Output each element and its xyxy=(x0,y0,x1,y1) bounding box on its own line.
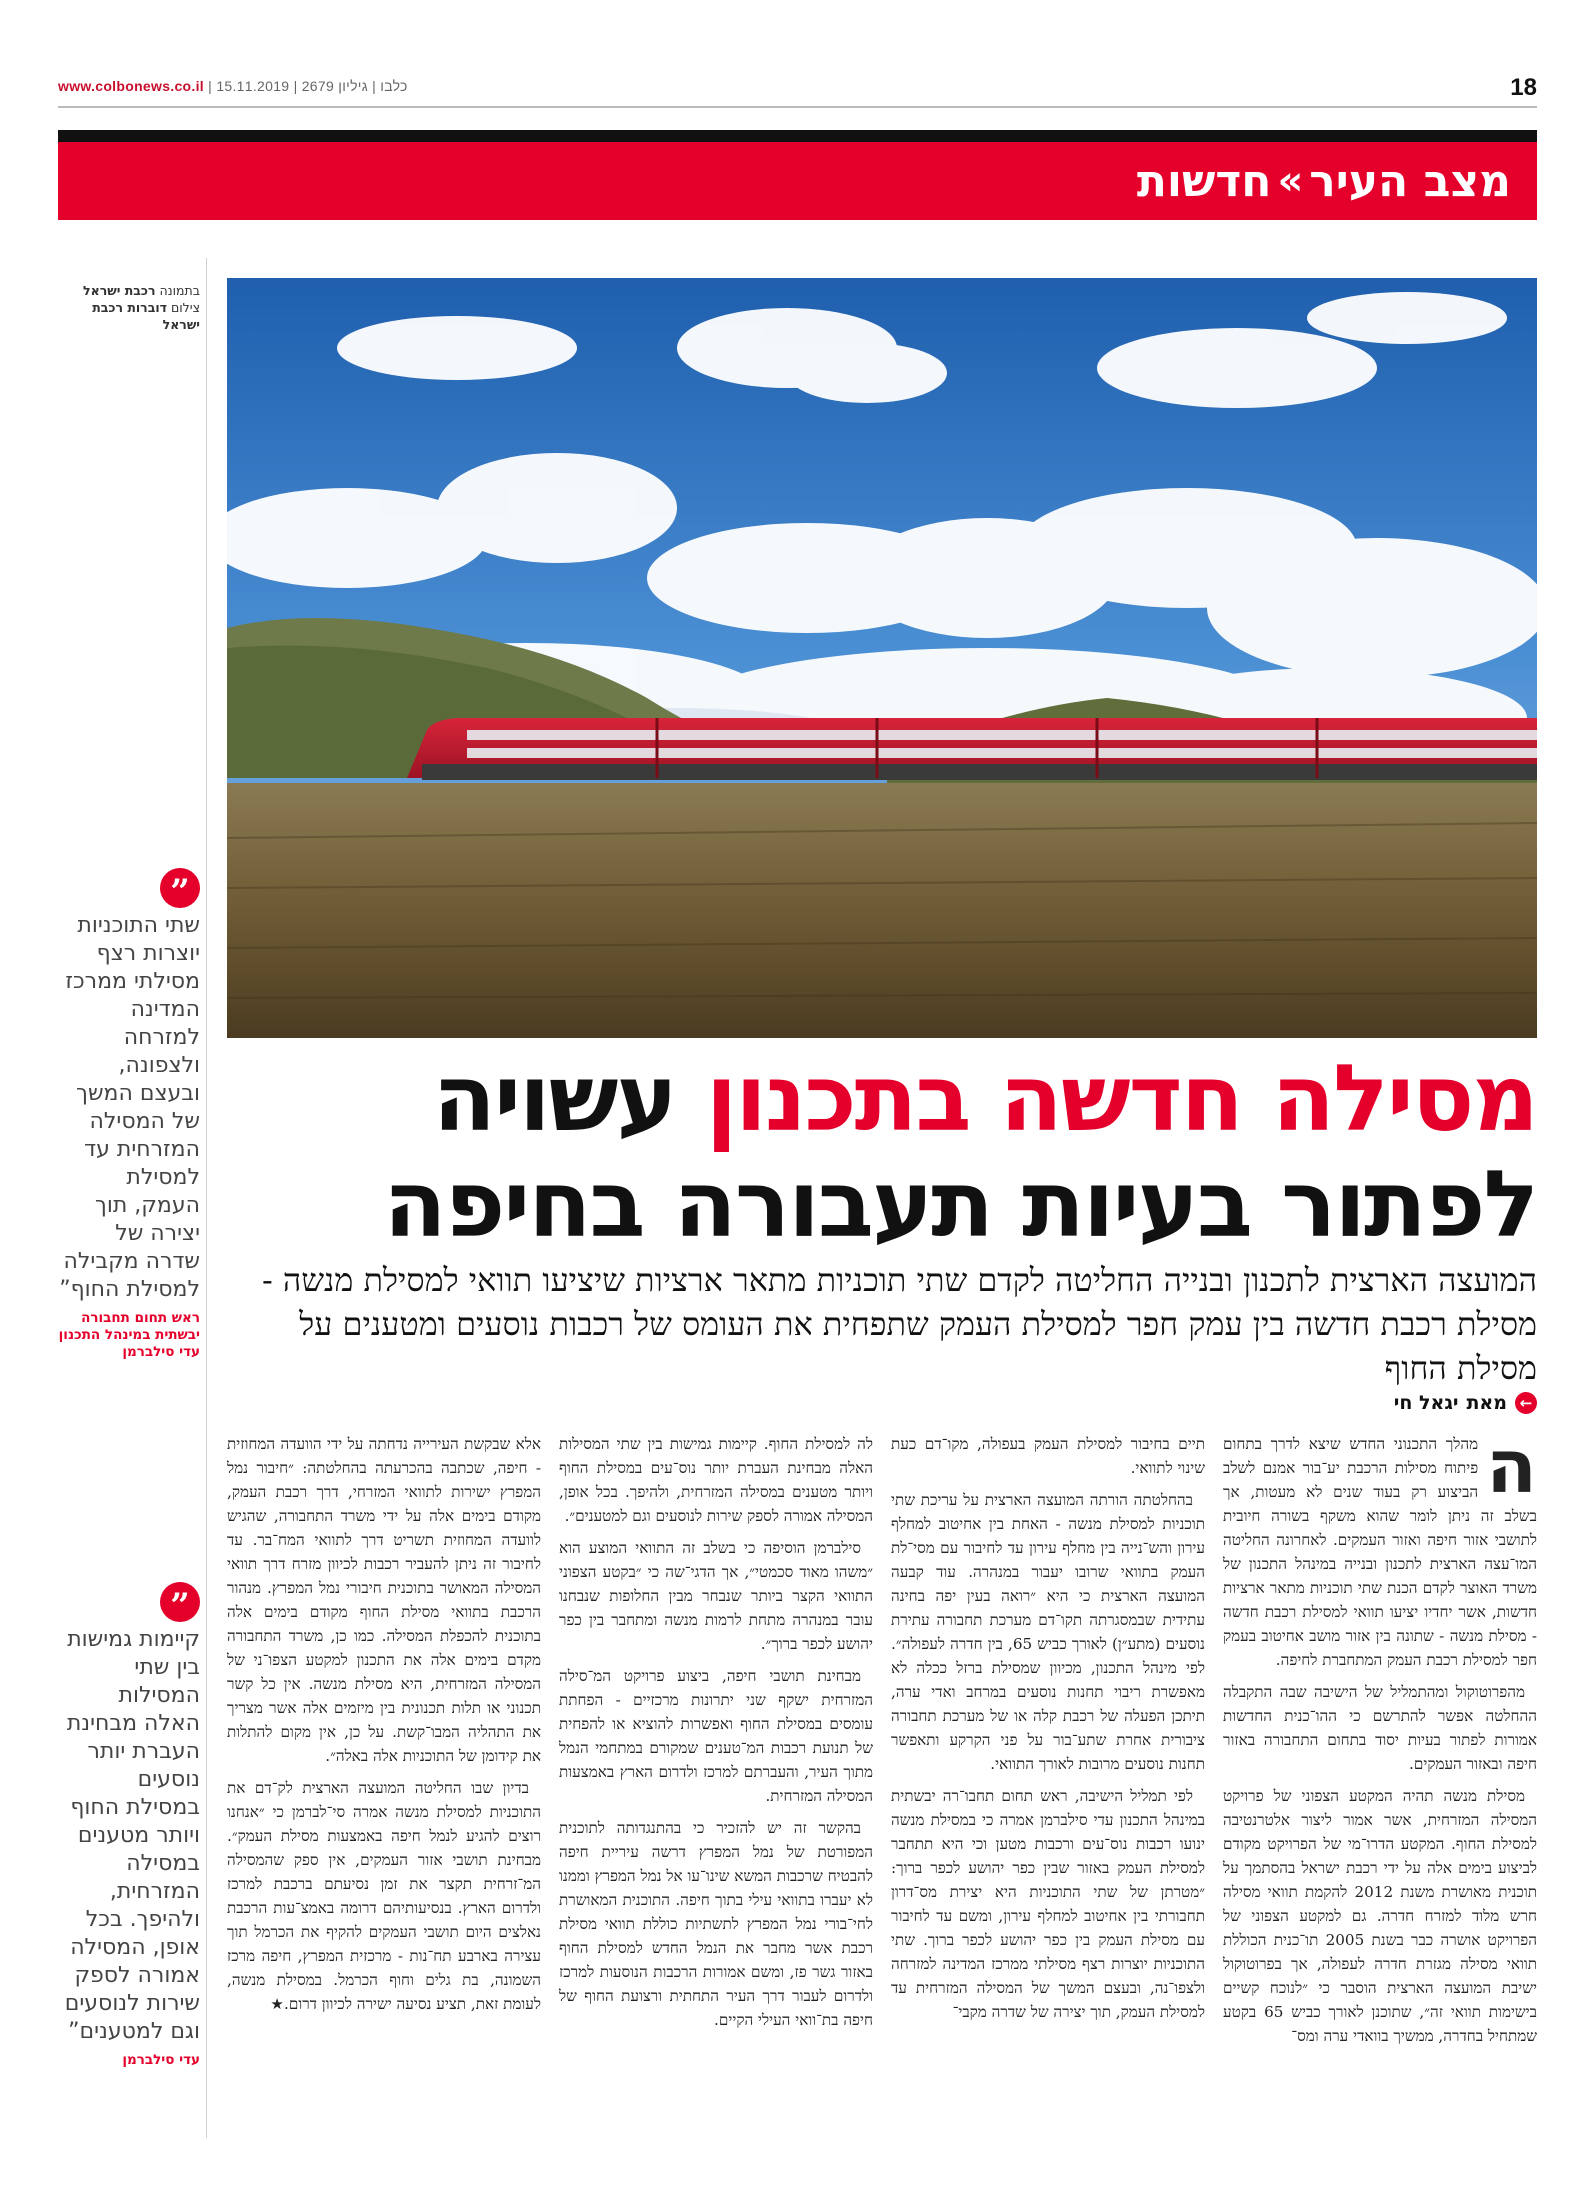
section-category: חדשות xyxy=(1136,155,1272,207)
pull-quote-text: קיימות גמישות בין שתי המסילות האלה מבחינת העברת יותר נוסעים במסילת החוף ויותר מטענים במסילה המזרחית, ולהיפך. בכל אופן, המסילה אמורה לספק שירות לנוסעים וגם למטענים” xyxy=(64,1627,200,2044)
folio xyxy=(58,78,408,94)
body-column-1 xyxy=(1223,1432,1537,2132)
pull-quote-2 xyxy=(58,1582,200,2069)
folio-url[interactable]: www.colbonews.co.il xyxy=(58,78,204,94)
quote-icon: ” xyxy=(160,1582,200,1622)
folio-meta: | כלבו | גיליון 2679 | 15.11.2019 xyxy=(203,78,408,94)
pull-quote-attribution: ראש תחום תחבורה יבשתית במינהל התכנון עדי סילברמן xyxy=(58,1310,200,1360)
byline xyxy=(1394,1392,1537,1414)
pull-quote-1 xyxy=(58,868,200,1361)
pull-quote-text: שתי התוכניות יוצרות רצף מסילתי ממרכז המדינה למזרחה ולצפונה, ובעצם המשך של המסילה המזרחית עד למסילת העמק, תוך יצירה של שדרה מקבילה למסילת החוף” xyxy=(59,913,200,1302)
byline-arrow-icon: ← xyxy=(1515,1392,1537,1414)
body-column-3 xyxy=(559,1432,873,2132)
paragraph: לפי תמליל הישיבה, ראש תחום תחבו־רה יבשתית במינהל התכנון עדי סילברמן אמרה כי במסילת מנשה ינועו רכבות נוס־עים ורכבות מטען וכי היא תתחבר למסילת העמק באזור שבין כפר יהושע לכפר ברוך: ״מטרתן של שתי התוכניות היא יצירת מס־דרון תחבורתי בין אחיטוב למחלף עירון, ומשם עד לחיבור עם מסילת העמק בין כפר יהושע לכפר ברוך. שתי התוכניות יוצרות רצף מסילתי ממרכז המדינה למזרחה ולצפו־נה, ובעצם המשך של המסילה המזרחית עד למסילת העמק, תוך יצירה של שדרה מקבי־ xyxy=(891,1787,1205,2021)
body-column-2 xyxy=(891,1432,1205,2132)
paragraph: בדיון שבו החליטה המועצה הארצית לק־דם את התוכניות למסילת מנשה אמרה סי־לברמן כי ״אנחנו רוצים להגיע לנמל חיפה באמצעות מסילת העמק״. מבחינת תושבי אזור העמקים, אין ספק שהמסילה המ־זרחית תקצר את זמן נסיעתם ברכבת למרכז ולדרום הארץ. בנסיעותיהם דרומה באמצ־עות הרכבת נאלצים היום תושבי העמקים להקיף את הכרמל תוך עצירה בארבע תח־נות - מרכזית המפרץ, חיפה מרכז השמונה, בת גלים וחוף הכרמל. במסילת מנשה, לעומת זאת, תציע נסיעה ישירה לכיוון דרום.★ xyxy=(227,1779,541,2013)
train-photo-illustration xyxy=(227,278,1537,1038)
paragraph: מסילת מנשה תהיה המקטע הצפוני של פרויקט המסילה המזרחית, אשר אמור ליצור אלטרנטיבה למסילת החוף. המקטע הדרו־מי של הפרויקט מקודם לביצוע בימים אלה על ידי רכבת ישראל בהסתמך על תוכנית מאושרת משנת 2012 להקמת תוואי מסילה חרש מלוד למזרח חדרה. גם למקטע הצפוני של הפרויקט אושרה כבר בשנת 2005 תו־כנית הכוללת תוואי מסילה מגזרת חדרה לעפולה, אך בפרוטוקול ישיבת המועצה הארצית הוסבר כי ״לנוכח קשיים בישימות תוואי זה״, שתוכנן לאורך כביש 65 בקטע שמתחיל בחדרה, ממשיך בוואדי ערה ומס־ xyxy=(1223,1787,1537,2045)
headline-red: מסילה חדשה בתכנון xyxy=(705,1045,1537,1152)
headline-black-1: עשויה xyxy=(432,1045,676,1152)
headline-black-2: לפתור בעיות תעבורה בחיפה xyxy=(383,1151,1537,1258)
paragraph: בהחלטתה הורתה המועצה הארצית על עריכת שתי תוכניות למסילת מנשה - האחת בין אחיטוב למחלף עירון והש־נייה בין מחלף עירון עד לחיבור עם מסי־לת העמק בתוואי שרובו יעבור במנהרה. עוד קבעה המועצה הארצית כי היא ״רואה בעין יפה בחינה עתידית שבמסגרתה תקו־דם מערכת תחבורה עתירת נוסעים (מתע״ן) לאורך כביש 65, בין חדרה לעפולה״. לפי מינהל התכנון, מכיוון שמסילת ברזל ככלה לא מאפשרת ריבוי תחנות נוסעים במרחב ואדי ערה, תיתכן הפעלה של רכבת קלה או של מערכת תחבורה ציבורית אחרת שתע־בור על פני הקרקע ותאפשר תחנות נוסעים מרובות לאורך התוואי. xyxy=(891,1491,1205,1773)
photo-credit-name: דוברות רכבת ישראל xyxy=(92,300,200,332)
pull-quote-attribution: עדי סילברמן xyxy=(122,2052,200,2068)
headline xyxy=(227,1046,1537,1258)
sidebar-divider xyxy=(206,258,207,2138)
body-column-4 xyxy=(227,1432,541,2132)
article-body xyxy=(227,1432,1537,2132)
paragraph: סילברמן הוסיפה כי בשלב זה התוואי המוצע הוא ״משהו מאוד סכמטי״, אך הדגי־שה כי ״בקטע הצפוני התוואי הקצר ביותר שנבחר מבין החלופות שנבחנו עובר במנהרה מתחת לרמות מנשה ומתחבר בין כפר יהושע לכפר ברוך״. xyxy=(559,1539,873,1653)
paragraph: לה למסילת החוף. קיימות גמישות בין שתי המסילות האלה מבחינת העברת יותר נוס־עים במסילת החוף ויותר מטענים במסילה המזרחית, ולהיפך. בכל אופן, המסילה אמורה לספק שירות לנוסעים וגם למטענים״. xyxy=(559,1435,873,1525)
byline-author: יגאל חי xyxy=(1393,1392,1459,1414)
page-number: 18 xyxy=(1510,74,1537,101)
section-bar xyxy=(58,142,1537,220)
photo-caption-label: בתמונה xyxy=(159,283,200,298)
paragraph: בהקשר זה יש להזכיר כי בהתנגדותה לתוכנית המפורטת של נמל המפרץ דרשה עיריית חיפה להבטיח שרכבות המשא שינו־עו אל נמל המפרץ וממנו לא יעברו בתוואי עילי בתוך חיפה. התוכנית המאושרת לחי־בורי נמל המפרץ לתשתיות כוללת תוואי מסילת רכבת אשר מחבר את הנמל החדש למסילת החוף באזור גשר פז, ומשם אמורות הרכבות הנוסעות למרכז ולדרום לעבור דרך העיר התחתית ורצועת החוף של חיפה בת־וואי העילי הקיים. xyxy=(559,1819,873,2029)
paragraph: מהפרוטוקול ומהתמליל של הישיבה שבה התקבלה ההחלטה אפשר להתרשם כי ההו־כנית החדשות אמורות לפתור בעיות יסוד בתחום התחבורה באזור חיפה ובאזור העמקים. xyxy=(1223,1683,1537,1773)
photo-caption: רכבת ישראל xyxy=(83,283,156,298)
top-rule xyxy=(58,106,1537,108)
chevron-icon: » xyxy=(1277,158,1304,204)
paragraph: מבחינת תושבי חיפה, ביצוע פרויקט המ־סילה המזרחית ישקף שני יתרונות מרכזיים - הפחתת עומסים במסילת החוף ואפשרות להוציא או להפחית של תנועת רכבות המ־טענים שמקורם במתחמי הנמל מתוך העיר, והעברתם למרכז ולדרום הארץ באמצעות המסילה המזרחית. xyxy=(559,1667,873,1805)
article-photo xyxy=(227,278,1537,1038)
photo-credit-label: צילום xyxy=(170,300,200,315)
subheadline: המועצה הארצית לתכנון ובנייה החליטה לקדם שתי תוכניות מתאר ארציות שיציעו תוואי למסילת מנשה - מסילת רכבת חדשה בין עמק חפר למסילת העמק שתפחית את העומס של רכבות נוסעים ומטענים על מסילת החוף xyxy=(261,1261,1537,1387)
drop-cap: ה xyxy=(1486,1432,1537,1510)
quote-icon: ” xyxy=(160,868,200,908)
paragraph: מהלך התכנוני החדש שיצא לדרך בתחום פיתוח מסילות הרכבת יע־בור אמנם לשלב הביצוע רק בעוד שנים לא מעטות, אך בשלב זה ניתן לומר שהוא משקף בשורה חיובית לתושבי אזור חיפה ואזור העמקים. לאחרונה החליטה המו־עצה הארצית לתכנון ובנייה במינהל התכנון של משרד האוצר לקדם הכנת שתי תוכניות מתאר ארציות חדשות, אשר יחדיו יציעו תוואי למסילת רכבת חדשה - מסילת מנשה - שתונה בין אזור מושב אחיטוב בעמק חפר למסילת רכבת העמק המתחברת לחיפה. xyxy=(1223,1435,1537,1669)
section-top-band xyxy=(58,130,1537,142)
paragraph: אלא שבקשת העירייה נדחתה על ידי הוועדה המחוזית - חיפה, שכתבה בהכרעתה בהחלטתה: ״חיבור נמל המפרץ ישירות לתוואי המזרחי, דרך רכבת העמק, מקודם בימים אלה על ידי משרד התחבורה, שהגיש לוועדה המחוזית תשריט דרך לתוואי המח־בר. עד לחיבור זה ניתן להעביר רכבות לכיוון מזרח דרך תוואי המסילה המאושר בתוכנית חיבורי נמל המפרץ. מנהור הרכבת בתוואי מסילת החוף מקודם בימים אלה בתוכנית להכפלת המסילה. כמו כן, משרד התחבורה מקדם בימים אלה את התכנון למקטע הצפו־ני של המסילה המזרחית, היא מסילת מנשה. אין כל קשר תכנוני או תלות תכנונית בין מיזמים אלה אשר מצריך את התהליה המבו־קשת. על כן, אין מקום להתלות את קידומן של התוכניות אלה באלה״. xyxy=(227,1435,541,1765)
photo-credit xyxy=(58,282,200,333)
paragraph: תיים בחיבור למסילת העמק בעפולה, מקו־דם כעת שינוי לתוואי. xyxy=(891,1435,1205,1477)
section-name: מצב העיר xyxy=(1309,155,1511,207)
byline-prefix: מאת xyxy=(1466,1392,1507,1414)
